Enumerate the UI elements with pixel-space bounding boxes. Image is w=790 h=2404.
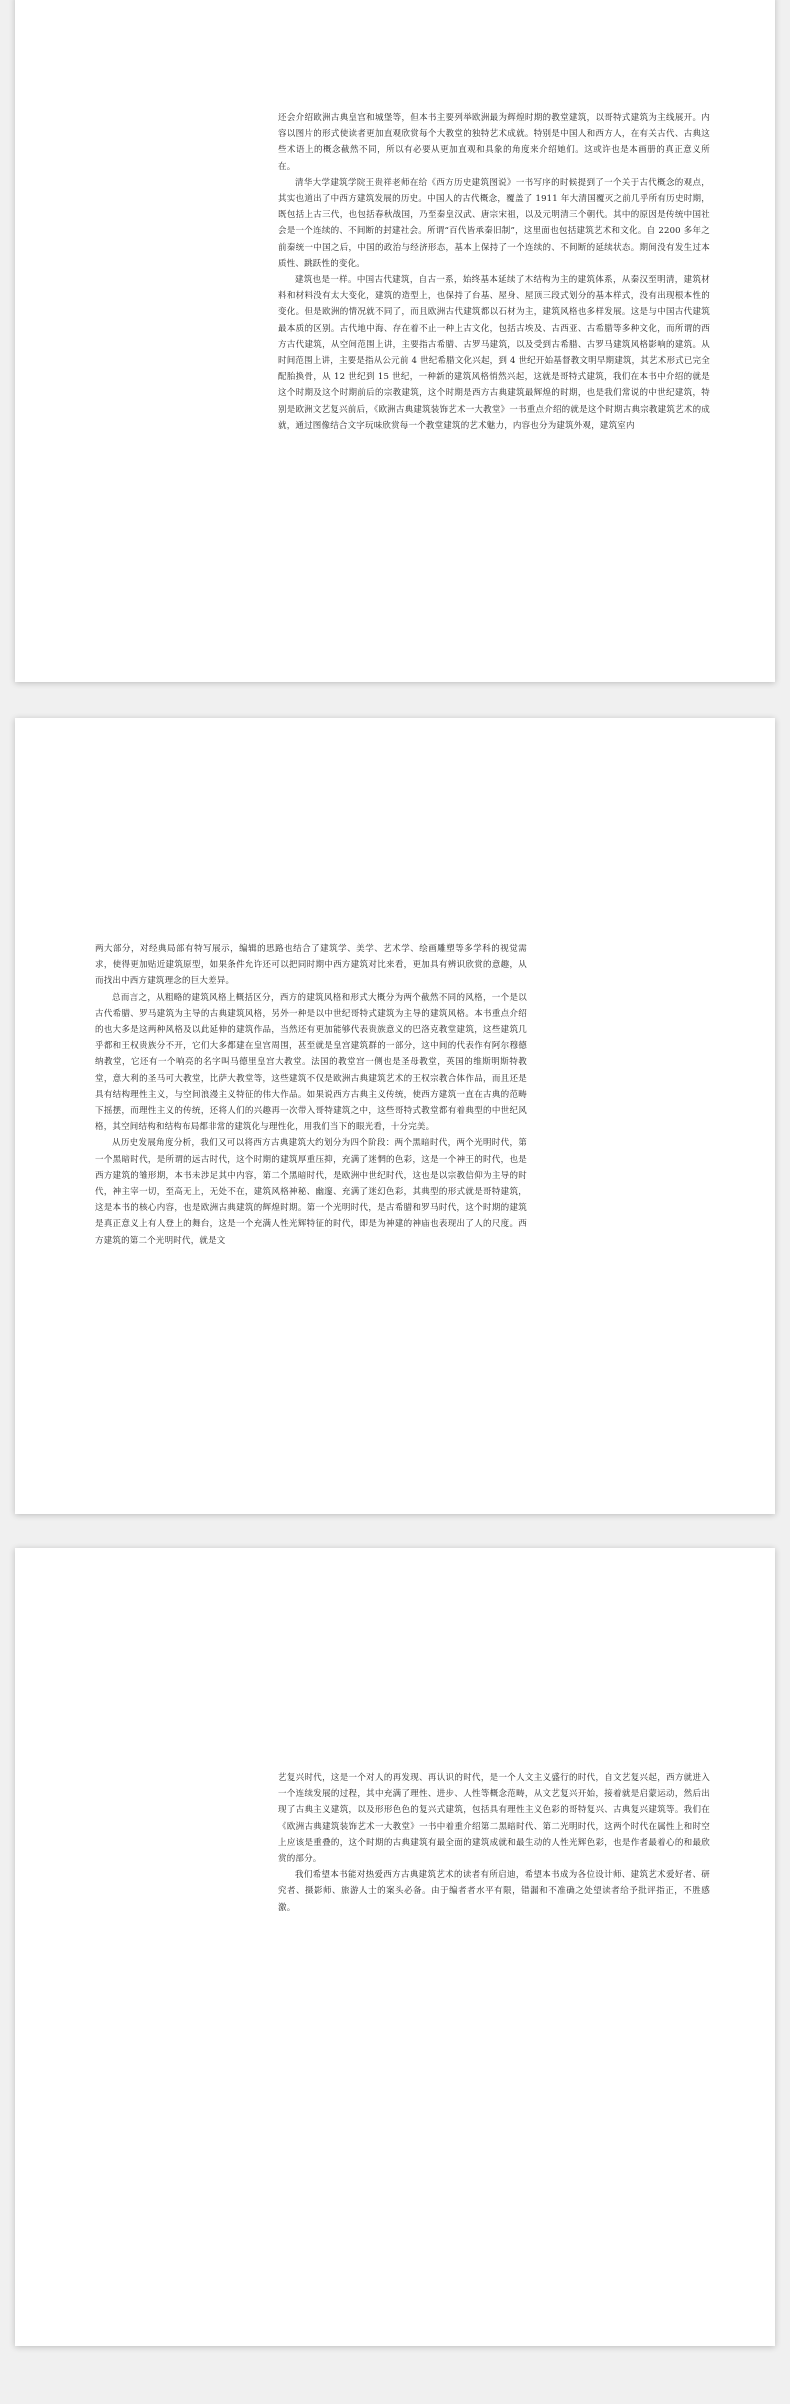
document-page-3 (15, 1548, 775, 2346)
paragraph: 清华大学建筑学院王贵祥老师在给《西方历史建筑图说》一书写序的时候提到了一个关于古代概念的观点，其实也道出了中西方建筑发展的历史。中国人的古代概念，覆盖了 1911 年大清国覆灭之前几乎所有历史时期，既包括上古三代，也包括春秋战国，乃至秦皇汉武、唐宗宋祖，以及元明清三个朝代。其中的原因是传统中国社会是一个连续的、不间断的封建社会。所谓“百代皆承秦旧制”，这里面也包括建筑艺术和文化。自 2200 多年之前秦统一中国之后，中国的政治与经济形态，基本上保持了一个连续的、不间断的延续状态。期间没有发生过本质性、跳跃性的变化。 (278, 177, 710, 269)
paragraph: 艺复兴时代，这是一个对人的再发现、再认识的时代，是一个人文主义盛行的时代，自文艺复兴起，西方就进入一个连续发展的过程，其中充满了理性、进步、人性等概念范畴，从文艺复兴开始，接着就是启蒙运动，然后出现了古典主义建筑，以及形形色色的复兴式建筑，包括具有理性主义色彩的哥特复兴、古典复兴建筑等。我们在《欧洲古典建筑装饰艺术一大教堂》一书中着重介绍第二黑暗时代、第二光明时代，这两个时代在属性上和时空上应该是重叠的，这个时期的古典建筑有最全面的建筑成就和最生动的人性光辉色彩，也是作者最着心的和最欣赏的部分。 (278, 1773, 710, 1865)
paragraph: 总而言之，从粗略的建筑风格上概括区分，西方的建筑风格和形式大概分为两个截然不同的风格，一个是以古代希腊、罗马建筑为主导的古典建筑风格，另外一种是以中世纪哥特式建筑为主导的建筑风格。本书重点介绍的也大多是这两种风格及以此延伸的建筑作品，当然还有更加能够代表贵族意义的巴洛克教堂建筑，这些建筑几乎都和王权贵族分不开，它们大多都建在皇宫周围，甚至就是皇宫建筑群的一部分，这中间的代表作有阿尔穆德纳教堂，它还有一个响亮的名字叫马德里皇宫大教堂。法国的教堂宫一侧也是圣母教堂，英国的维斯明斯特教堂，意大利的圣马可大教堂，比萨大教堂等，这些建筑不仅是欧洲古典建筑艺术的王权宗教合体作品，而且还是具有结构理性主义，与空间浪漫主义特征的伟大作品。如果说西方古典主义传统，使西方建筑一直在古典的范畴下摇摆，而理性主义的传统，还将人们的兴趣再一次带入哥特建筑之中，这些哥特式教堂都有着典型的中世纪风格，其空间结构和结构布局都非常的建筑化与理性化，用我们当下的眼光看，十分完美。 (95, 992, 527, 1133)
page-2-body-text (95, 941, 527, 1249)
paragraph: 我们希望本书能对热爱西方古典建筑艺术的读者有所启迪，希望本书成为各位设计师、建筑艺术爱好者、研究者、摄影师、旅游人士的案头必备。由于编者者水平有限，错漏和不准确之处望读者给予批评指正，不胜感激。 (278, 1870, 710, 1913)
paragraph: 从历史发展角度分析，我们又可以将西方古典建筑大约划分为四个阶段：两个黑暗时代，两个光明时代，第一个黑暗时代，是所谓的远古时代，这个时期的建筑厚重压抑，充满了迷惘的色彩，这是一个神王的时代，也是西方建筑的雏形期，本书未涉足其中内容，第二个黑暗时代，是欧洲中世纪时代，这也是以宗教信仰为主导的时代，神主宰一切，至高无上，无处不在，建筑风格神秘、幽邃、充满了迷幻色彩，其典型的形式就是哥特建筑，这是本书的核心内容，也是欧洲古典建筑的辉煌时期。第一个光明时代，是古希腊和罗马时代，这个时期的建筑是真正意义上有人登上的舞台，这是一个充满人性光辉特征的时代，即是为神建的神庙也表现出了人的尺度。西方建筑的第二个光明时代，就是文 (95, 1138, 527, 1246)
page-1-body-text (278, 110, 710, 434)
document-page-1 (15, 0, 775, 682)
paragraph: 还会介绍欧洲古典皇宫和城堡等，但本书主要列举欧洲最为辉煌时期的教堂建筑，以哥特式建筑为主线展开。内容以图片的形式使读者更加直观欣赏每个大教堂的独特艺术成就。特别是中国人和西方人，在有关古代、古典这些术语上的概念截然不同，所以有必要从更加直观和具象的角度来介绍她们。这或许也是本画册的真正意义所在。 (278, 113, 710, 172)
paragraph: 两大部分，对经典局部有特写展示，编辑的思路也结合了建筑学、美学、艺术学、绘画雕塑等多学科的视觉需求，使得更加贴近建筑原型，如果条件允许还可以把同时期中西方建筑对比来看，更加具有辨识欣赏的意趣，从而找出中西方建筑理念的巨大差异。 (95, 944, 527, 987)
page-3-body-text (278, 1770, 710, 1916)
paragraph: 建筑也是一样。中国古代建筑，自古一系，始终基本延续了木结构为主的建筑体系，从秦汉至明清，建筑材料和材料没有太大变化，建筑的造型上，也保持了台基、屋身、屋顶三段式划分的基本样式，没有出现根本性的变化。但是欧洲的情况就不同了，而且欧洲古代建筑都以石材为主，建筑风格也多样发展。这是与中国古代建筑最本质的区别。古代地中海、存在着不止一种上古文化，包括古埃及、古西亚、古希腊等多种文化，而所谓的西方古代建筑，从空间范围上讲，主要指古希腊、古罗马建筑，以及受到古希腊、古罗马建筑风格影响的建筑。从时间范围上讲，主要是指从公元前 4 世纪希腊文化兴起，到 4 世纪开始基督教文明早期建筑，其艺术形式已完全配胎换骨，从 12 世纪到 15 世纪，一种新的建筑风格悄然兴起，这就是哥特式建筑，我们在本书中介绍的就是这个时期及这个时期前后的宗教建筑，这个时期是西方古典建筑最辉煌的时期，也是我们常说的中世纪建筑，特别是欧洲文艺复兴前后，《欧洲古典建筑装饰艺术一大教堂》一书重点介绍的就是这个时期古典宗教建筑艺术的成就，通过图像结合文字玩味欣赏每一个教堂建筑的艺术魅力，内容也分为建筑外观，建筑室内 (278, 275, 710, 431)
document-page-2 (15, 718, 775, 1514)
